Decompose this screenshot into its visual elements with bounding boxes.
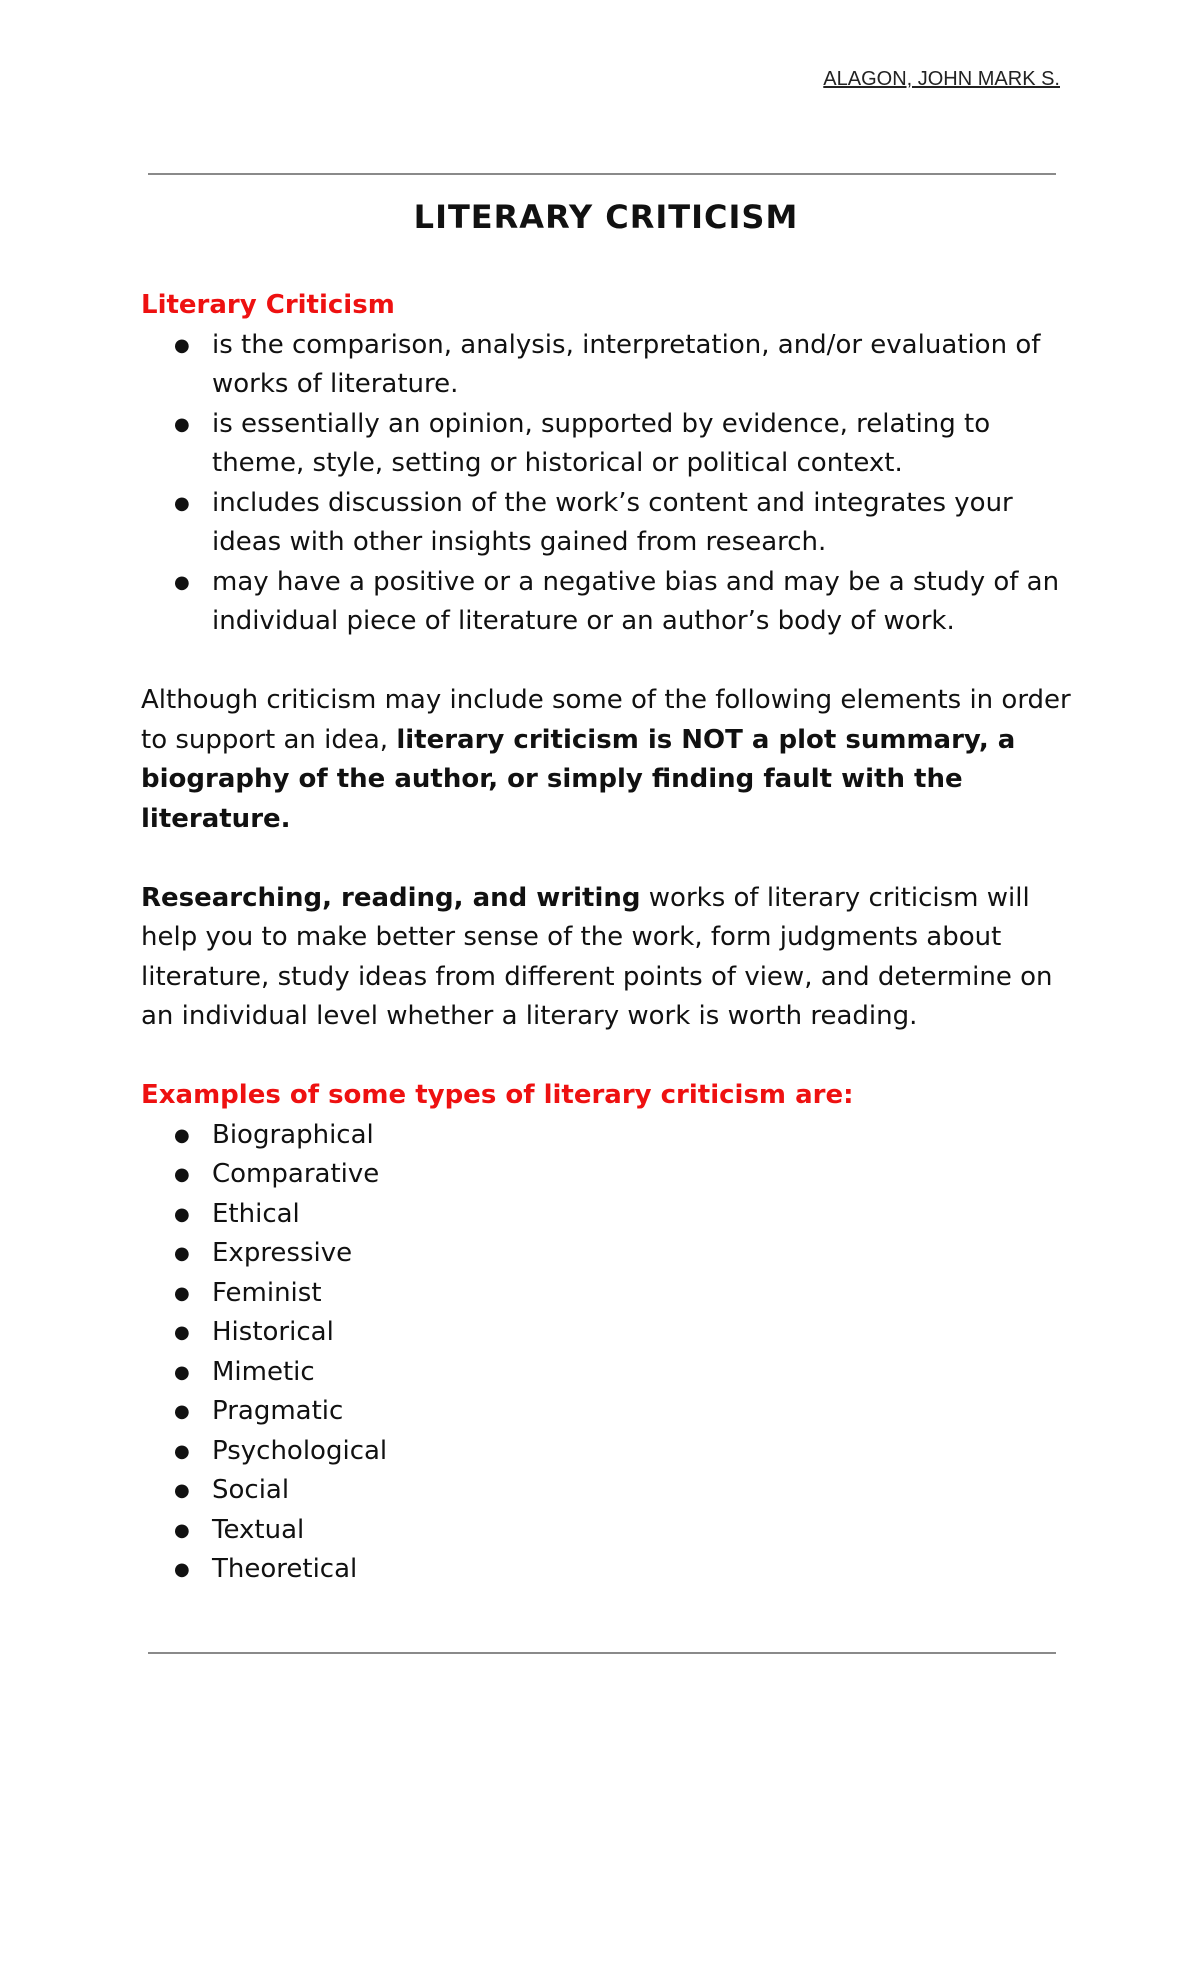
paragraph-1-text: Although criticism may include some of the following elements in order to support an idea, xyxy=(141,685,1071,755)
document-title: LITERARY CRITICISM xyxy=(413,198,799,236)
paragraph-1-bold: literary criticism is NOT a plot summary, a biography of the author, or simply finding fault with the literature. xyxy=(141,724,1016,834)
example-item: ● Comparative xyxy=(141,1155,1071,1195)
paragraph-not-summary xyxy=(141,681,1071,839)
example-item: ● Ethical xyxy=(141,1195,1071,1235)
example-item: ● Expressive xyxy=(141,1234,1071,1274)
examples-list xyxy=(141,1116,1071,1590)
top-horizontal-rule xyxy=(148,173,1056,175)
paragraph-benefits xyxy=(141,879,1071,1037)
bottom-horizontal-rule xyxy=(148,1652,1056,1654)
definition-heading: Literary Criticism xyxy=(141,290,395,320)
example-item: ● Historical xyxy=(141,1313,1071,1353)
definition-item: ● includes discussion of the work’s content and integrates your ideas with other insights gained from research. xyxy=(141,484,1071,563)
author-name: ALAGON, JOHN MARK S. xyxy=(823,68,1060,90)
example-item: ● Mimetic xyxy=(141,1353,1071,1393)
example-item: ● Psychological xyxy=(141,1432,1071,1472)
definition-list xyxy=(141,326,1071,642)
example-item: ● Biographical xyxy=(141,1116,1071,1156)
definition-item: ● is the comparison, analysis, interpretation, and/or evaluation of works of literature. xyxy=(141,326,1071,405)
paragraph-2-bold: Researching, reading, and writing xyxy=(141,882,641,913)
examples-heading: Examples of some types of literary criticism are: xyxy=(141,1080,854,1110)
definition-item: ● may have a positive or a negative bias and may be a study of an individual piece of literature or an author’s body of work. xyxy=(141,563,1071,642)
example-item: ● Pragmatic xyxy=(141,1392,1071,1432)
example-item: ● Social xyxy=(141,1471,1071,1511)
example-item: ● Theoretical xyxy=(141,1550,1071,1590)
paragraph-2-text: works of literary criticism will help you to make better sense of the work, form judgments about literature, study ideas from different points of view, and determine on an individual level whether a literary work is worth reading. xyxy=(141,882,1053,1031)
definition-item: ● is essentially an opinion, supported by evidence, relating to theme, style, setting or historical or political context. xyxy=(141,405,1071,484)
document-content xyxy=(141,190,1071,1590)
example-item: ● Feminist xyxy=(141,1274,1071,1314)
example-item: ● Textual xyxy=(141,1511,1071,1551)
